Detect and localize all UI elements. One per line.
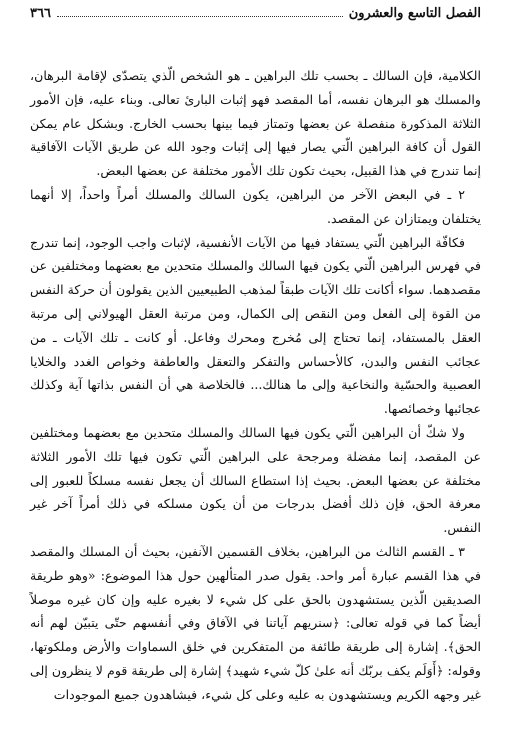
page-number: ٣٦٦ [30,6,51,21]
paragraph-5: ٣ ـ القسم الثالث من البراهين، بخلاف القسمين الآنفين، بحيث أن المسلك والمقصد في هذا القسم عبارة أمر واحد. يقول صدر المتألهين حول هذا الموضوع: «وهو طريقة الصديقين الّذين يستشهدون بالحق على كل شيء لا بغيره عليه وإن كان غيره موصلاً أيضاً كما في قوله تعالى: ﴿سنريهم آياتنا في الآفاق وفي أنفسهم حتّى يتبيّن لهم أنه الحق﴾. إشارة إلى طريقة طائفة من المتفكرين في خلق السماوات والأرض وملكوتها، وقوله: ﴿أَوَلَم يكف بربّك أنه علىٰ كلّ شيء شهيد﴾ إشارة إلى طريقة قوم لا ينظرون إلى غير وجهه الكريم ويستشهدون به عليه وعلى كل شيء، فيشاهدون جميع الموجودات [30,543,481,702]
chapter-title: الفصل التاسع والعشرون [348,6,481,21]
paragraph-2: ٢ ـ في البعض الآخر من البراهين، يكون السالك والمسلك أمراً واحداً، إلا أنهما يختلفان ويمتازان عن المقصد. [30,186,481,226]
paragraph-1: الكلامية، فإن السالك ـ بحسب تلك البراهين ـ هو الشخص الّذي يتصدّى لإقامة البرهان، والمسلك هو البرهان نفسه، أما المقصد فهو إثبات البارئ تعالى. وبناء عليه، فإن الأمور الثلاثة المذكورة منفصلة عن بعضها وتمتاز فيما بينها بحسب الخارج. وبشكل عام يمكن القول أن كافة البراهين الّتي يصار فيها إلى إثبات وجود الله عن طريق الآيات الآفاقية إنما تندرج في هذا القبيل، بحيث تكون تلك الأمور مختلفة عن بعضها البعض. [30,68,481,179]
page-header [30,6,481,28]
paragraph-3: فكافّة البراهين الّتي يستفاد فيها من الآيات الأنفسية، لإثبات واجب الوجود، إنما تندرج في فهرس البراهين الّتي يكون فيها السالك والمسلك متحدين مع بعضهما ومختلفين عن مقصدهما. سواء أكانت تلك الآيات طبقاً لمذهب الطبيعيين الذين يقولون أن حركة النفس من القوة إلى الفعل ومن النقص إلى الكمال، ومن مرتبة العقل الهيولاني إلى مرتبة العقل بالمستفاد، إنما تحتاج إلى مُخرج ومحرك وفاعل. أو كانت ـ تلك الآيات ـ من عجائب النفس والبدن، كالأحساس والتفكر والتعقل والعاطفة وخواص الغدد والخلايا العصبية والحسّية والنخاعية وإلى ما هنالك... فالخلاصة هي أن النفس بذاتها آية وكذلك عجائبها وخصائصها. [30,234,481,417]
header-dotted-leader [57,16,343,17]
page-body [30,64,481,707]
paragraph-4: ولا شكّ أن البراهين الّتي يكون فيها السالك والمسلك متحدين مع بعضهما ومختلفين عن المقصد، إنما مفضلة ومرجحة على البراهين الّتي تكون فيها تلك الأمور الثلاثة مختلفة عن بعضها البعض. بحيث إذا استطاع السالك أن يجعل نفسه مسلكاً للعبور إلى معرفة الحق، فإن ذلك أفضل بدرجات من أن يكون مسلكه في ذلك أمراً آخر غير النفس. [30,424,481,536]
